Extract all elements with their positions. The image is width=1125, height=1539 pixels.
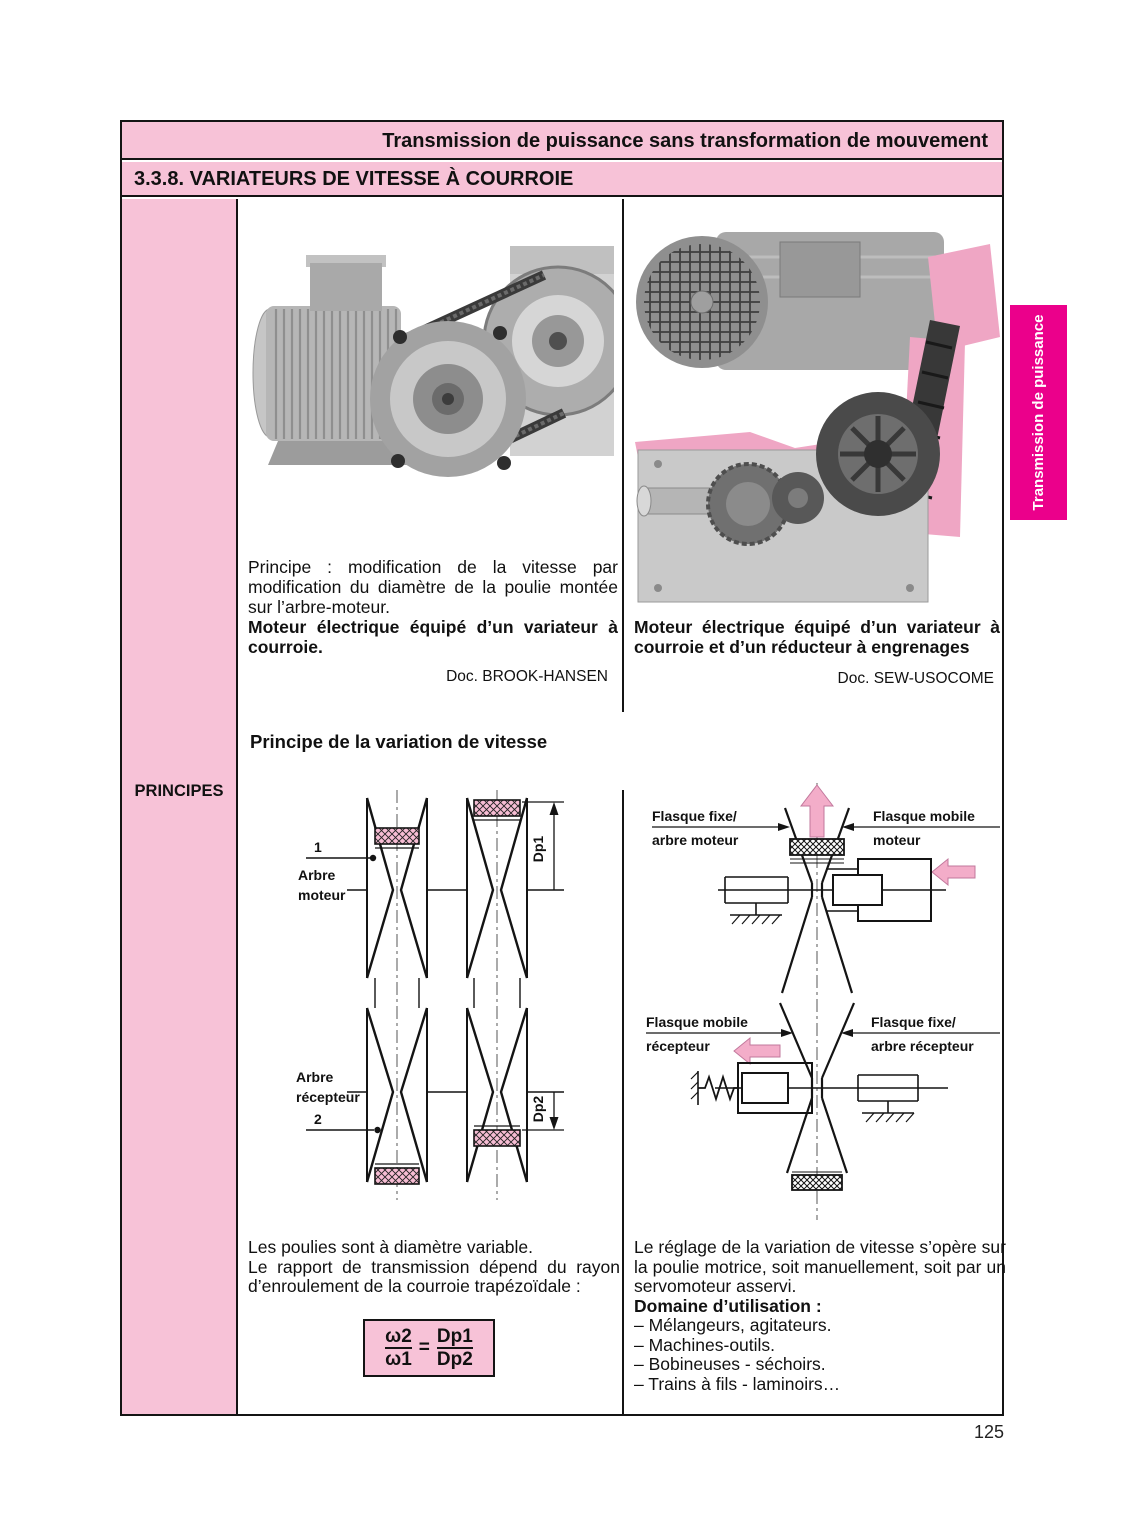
label-flasque-mobile-moteur [842, 808, 1000, 848]
reglage-paragraph: Le réglage de la variation de vitesse s’opère sur la poulie motrice, soit manuellement, soit par un servomoteur asservi. [634, 1237, 1006, 1296]
column-divider-top [622, 199, 624, 712]
photo-motor-belt-variator [248, 211, 614, 556]
left-photo-credit: Doc. BROOK-HANSEN [446, 668, 608, 685]
svg-text:Flasque fixe/: Flasque fixe/ [652, 808, 737, 824]
poulies-line: Les poulies sont à diamètre variable. [248, 1237, 534, 1257]
svg-text:récepteur: récepteur [646, 1038, 710, 1054]
dp2-label: Dp2 [530, 1095, 546, 1123]
chapter-title: Transmission de puissance sans transformation de mouvement [382, 130, 988, 152]
column-divider-bottom [622, 790, 624, 1414]
label-flasque-fixe-moteur [652, 808, 790, 848]
chapter-side-tab: Transmission de puissance [1010, 305, 1067, 520]
conclusion-right [634, 1238, 1006, 1394]
usage-item: – Bobineuses - séchoirs. [634, 1354, 826, 1374]
page-body [122, 199, 1006, 1414]
arbre-recepteur-label-line1: Arbre [296, 1069, 334, 1085]
svg-text:Flasque fixe/: Flasque fixe/ [871, 1014, 956, 1030]
page-number: 125 [973, 1422, 1004, 1442]
usage-item: – Machines-outils. [634, 1334, 776, 1355]
svg-text:arbre récepteur: arbre récepteur [871, 1038, 974, 1054]
fixed-bearing-bottom [858, 1075, 918, 1122]
left-caption [248, 557, 618, 657]
pink-arrow-up-icon [801, 785, 833, 837]
svg-text:2: 2 [314, 1111, 322, 1127]
section-title: 3.3.8. VARIATEURS DE VITESSE À COURROIE [134, 168, 574, 190]
content-area [240, 199, 1006, 1414]
principles-sidebar [122, 199, 238, 1414]
label-flasque-fixe-recepteur [841, 1014, 1000, 1054]
sidebar-label: PRINCIPES [134, 782, 224, 800]
arbre-moteur-label-line2: moteur [298, 887, 346, 903]
left-caption-bold: Moteur électrique équipé d’un variateur à courroie. [248, 617, 618, 657]
callout-1 [306, 839, 376, 861]
svg-text:1: 1 [314, 839, 322, 855]
right-caption: Moteur électrique équipé d’un variateur à courroie et d’un réducteur à engrenages [634, 617, 1000, 657]
variator-wheel-illustration [816, 392, 940, 516]
pulley-principle-diagram [252, 778, 602, 1218]
section-header-band [122, 162, 1002, 197]
rapport-line: Le rapport de transmission dépend du rayon d’enroulement de la courroie trapézoïdale : [248, 1256, 620, 1296]
photo-motor-variator-reducer-cutaway [630, 202, 1002, 612]
dp1-dimension-arrow [522, 802, 564, 890]
equals-sign: = [418, 1337, 430, 1358]
principle-heading: Principe de la variation de vitesse [250, 731, 548, 752]
diameter-fraction: $\frac{Dp1}{Dp2}$ [436, 1326, 473, 1370]
svg-text:arbre moteur: arbre moteur [652, 832, 739, 848]
flange-mechanism-diagram [630, 775, 1008, 1225]
variator-head-illustration [370, 321, 526, 477]
dp2-dimension-arrow [522, 1092, 564, 1130]
svg-text:moteur: moteur [873, 832, 921, 848]
main-frame [120, 120, 1004, 1416]
pink-arrow-left-bottom-icon [734, 1038, 780, 1064]
callout-2 [306, 1111, 381, 1133]
principle-text: Principe : modification de la vitesse par modification du diamètre de la poulie montée sur l’arbre-moteur. [248, 557, 618, 617]
svg-text:Flasque mobile: Flasque mobile [873, 808, 975, 824]
arbre-moteur-label-line1: Arbre [298, 867, 336, 883]
dp1-label: Dp1 [530, 835, 546, 863]
arbre-recepteur-label-line2: récepteur [296, 1089, 360, 1105]
transmission-ratio-formula [363, 1319, 495, 1377]
usage-item: – Mélangeurs, agitateurs. [634, 1315, 832, 1335]
omega-fraction: $\frac{\omega 2}{\omega 1}$ [385, 1326, 412, 1370]
conclusion-left [248, 1238, 620, 1297]
usage-item: – Trains à fils - laminoirs… [634, 1373, 841, 1394]
cutaway-motor-illustration [636, 232, 944, 370]
pink-arrow-left-top-icon [932, 859, 975, 885]
right-photo-credit: Doc. SEW-USOCOME [837, 670, 994, 687]
svg-text:Flasque mobile: Flasque mobile [646, 1014, 748, 1030]
chapter-header-band [122, 122, 1002, 160]
fixed-bearing-top [725, 877, 788, 924]
domaine-heading: Domaine d’utilisation : [634, 1295, 822, 1316]
